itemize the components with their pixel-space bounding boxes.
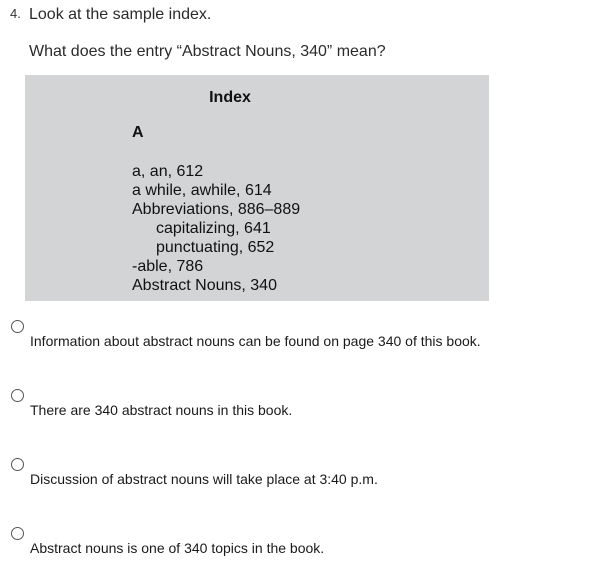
index-letter-heading: A [132, 124, 144, 141]
answer-option-label[interactable]: Discussion of abstract nouns will take place at 3:40 p.m. [30, 471, 378, 487]
index-entry: a while, awhile, 614 [132, 182, 272, 199]
radio-button[interactable] [11, 458, 24, 471]
sample-index-image [25, 75, 489, 301]
question-number: 4. [10, 6, 21, 21]
radio-button[interactable] [11, 389, 24, 402]
radio-button[interactable] [11, 320, 24, 333]
question-text: What does the entry “Abstract Nouns, 340” mean? [29, 43, 386, 60]
index-entry: a, an, 612 [132, 163, 204, 180]
index-entry: Abstract Nouns, 340 [132, 277, 277, 294]
index-title: Index [209, 89, 251, 106]
answer-option-3[interactable] [0, 458, 606, 498]
question-prompt: Look at the sample index. [29, 6, 212, 23]
answer-option-4[interactable] [0, 527, 606, 567]
answer-option-label[interactable]: Abstract nouns is one of 340 topics in the book. [30, 540, 325, 556]
radio-button[interactable] [11, 527, 24, 540]
index-subentry: punctuating, 652 [156, 239, 275, 256]
index-entry-list [132, 162, 300, 295]
answer-option-label[interactable]: Information about abstract nouns can be found on page 340 of this book. [30, 333, 481, 349]
answer-option-1[interactable] [0, 320, 606, 360]
answer-option-label[interactable]: There are 340 abstract nouns in this book. [30, 402, 293, 418]
index-entry: -able, 786 [132, 258, 204, 275]
answer-option-2[interactable] [0, 389, 606, 429]
index-subentry: capitalizing, 641 [156, 220, 271, 237]
index-entry: Abbreviations, 886–889 [132, 201, 301, 218]
